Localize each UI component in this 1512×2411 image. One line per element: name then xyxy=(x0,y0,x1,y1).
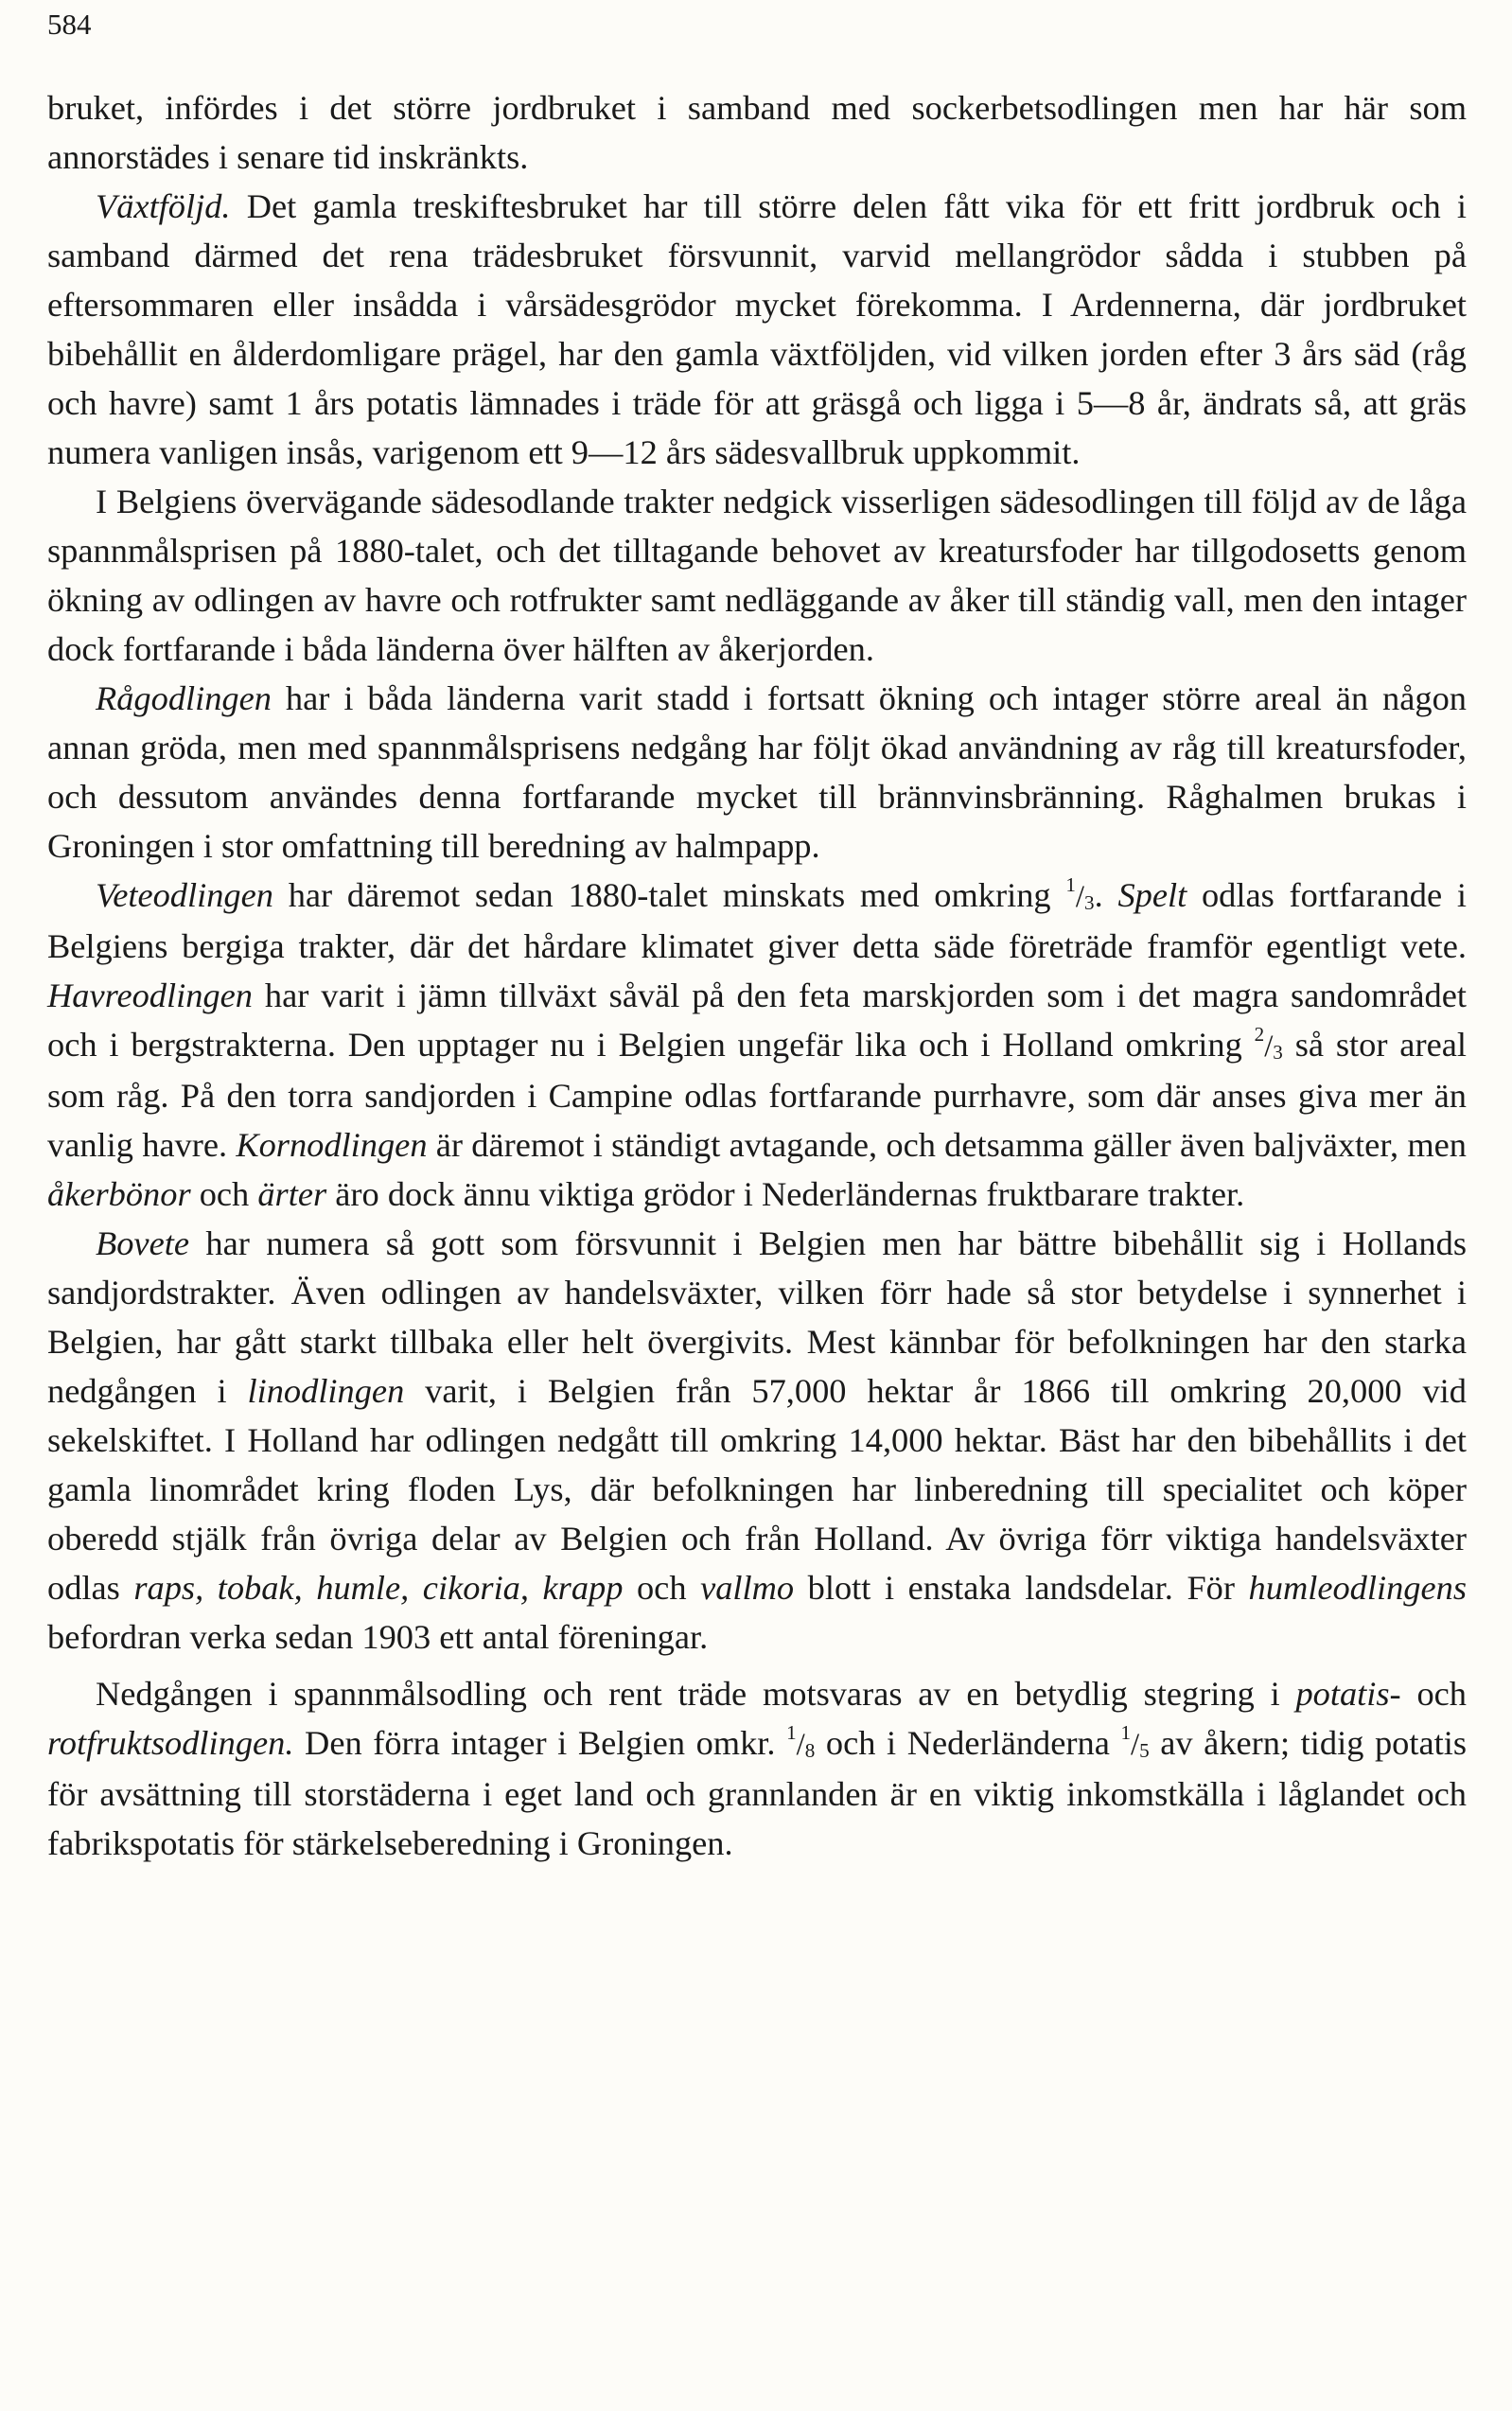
paragraph-veteodling xyxy=(47,871,1467,1219)
fraction-slash: / xyxy=(1264,1030,1274,1064)
italic-term: Kornodlingen xyxy=(236,1126,428,1164)
italic-term: linodlingen xyxy=(247,1372,405,1410)
fraction-slash: / xyxy=(796,1728,805,1762)
italic-term: raps, tobak, humle, cikoria, krapp xyxy=(133,1569,624,1607)
fraction-numerator: 1 xyxy=(1120,1721,1131,1745)
text-run: Nedgången i spannmålsodling och rent träde motsvaras av en betydlig stegring i xyxy=(96,1675,1296,1713)
text-run: varit, i Belgien från 57,000 hektar år 1866 till omkring 20,000 vid sekelskiftet. I Holland har odlingen nedgått till omkring 14,000 hektar. Bäst har den bibehållits i det gamla linområdet kring floden Lys, där befolkningen har linberedning till specialitet och köper oberedd stjälk från övriga delar av Belgien och från Holland. Av övriga förr viktiga handelsväxter odlas xyxy=(47,1372,1467,1607)
fraction-numerator: 1 xyxy=(786,1721,797,1745)
text-run: har däremot sedan 1880-talet minskats med omkring xyxy=(273,876,1066,914)
italic-term: vallmo xyxy=(700,1569,795,1607)
italic-term: Rågodlingen xyxy=(96,679,272,717)
italic-term: ärter xyxy=(257,1175,327,1213)
text-run: är däremot i ständigt avtagande, och detsamma gäller även baljväxter, men xyxy=(427,1126,1467,1164)
italic-term: Spelt xyxy=(1117,876,1187,914)
text-run: och xyxy=(623,1569,701,1607)
italic-term: rotfruktsodlingen. xyxy=(47,1724,294,1762)
italic-term: Växtföljd. xyxy=(96,187,231,225)
text-run: och xyxy=(1400,1675,1467,1713)
page-number: 584 xyxy=(47,8,92,41)
fraction-slash: / xyxy=(1131,1728,1140,1762)
text-run: befordran verka sedan 1903 ett antal föreningar. xyxy=(47,1618,709,1656)
text-run: odlas fortfarande i Belgiens bergiga trakter, där det hårdare klimatet giver detta säde företräde framför egentligt vete. xyxy=(47,876,1467,965)
text-run: och xyxy=(190,1175,258,1213)
text-run: blott i enstaka landsdelar. För xyxy=(794,1569,1249,1607)
text-run: av åkern; tidig potatis för avsättning till storstäderna i eget land och grannlanden är en viktig inkomstkälla i låglandet och fabrikspotatis för stärkelseberedning i Groningen. xyxy=(47,1724,1468,1862)
text-run: och i Nederländerna xyxy=(815,1724,1121,1762)
fraction-numerator: 1 xyxy=(1065,873,1076,897)
italic-term: Veteodlingen xyxy=(96,876,273,914)
italic-term: potatis- xyxy=(1295,1675,1401,1713)
text-run: Det gamla treskiftesbruket har till större delen fått vika för ett fritt jordbruk och i samband därmed det rena trädesbruket försvunnit, varvid mellangrödor sådda i stubben på eftersommaren eller insådda i vårsädesgrödor mycket förekomma. I Ardennerna, där jordbruket bibehållit en ålderdomligare prägel, har den gamla växtföljden, vid vilken jorden efter 3 års säd (råg och havre) samt 1 års potatis lämnades i träde för att gräsgå och ligga i 5—8 år, ändrats så, att gräs numera vanligen insås, varigenom ett 9—12 års sädesvallbruk uppkommit. xyxy=(47,187,1467,471)
fraction-denominator: 5 xyxy=(1139,1739,1150,1763)
text-run: I Belgiens övervägande sädesodlande trakter nedgick visserligen sädesodlingen till följd av de låga spannmålsprisen på 1880-talet, och det tilltagande behovet av kreatursfoder har tillgodosetts genom ökning av odlingen av havre och rotfrukter samt nedläggande av åker till ständig vall, men den intager dock fortfarande i båda länderna över hälften av åkerjorden. xyxy=(47,483,1467,668)
text-run: har i båda länderna varit stadd i fortsatt ökning och intager större areal än någon annan gröda, men med spannmålsprisens nedgång har följt ökad användning av råg till kreatursfoder, och dessutom användes denna fortfarande mycket till brännvinsbränning. Råghalmen brukas i Groningen i stor omfattning till beredning av halmpapp. xyxy=(47,679,1467,865)
italic-term: Havreodlingen xyxy=(47,977,253,1014)
italic-term: humleodlingens xyxy=(1248,1569,1467,1607)
paragraph-bovete xyxy=(47,1219,1467,1662)
fraction-denominator: 3 xyxy=(1273,1041,1283,1065)
body-text xyxy=(47,83,1467,1868)
fraction-denominator: 3 xyxy=(1084,891,1095,915)
text-run: så stor areal som råg. På den torra sandjorden i Campine odlas fortfarande purrhavre, som där anses giva mer än vanlig havre. xyxy=(47,1026,1467,1164)
paragraph-ragodling xyxy=(47,674,1467,871)
fraction-numerator: 2 xyxy=(1254,1023,1265,1047)
paragraph-sadesodling xyxy=(47,477,1467,674)
text-run: har varit i jämn tillväxt såväl på den feta marskjorden som i det magra sandområdet och i bergstrakterna. Den upptager nu i Belgien ungefär lika och i Holland omkring xyxy=(47,977,1467,1064)
text-run: har numera så gott som försvunnit i Belgien men har bättre bibehållit sig i Hollands sandjordstrakter. Även odlingen av handelsväxter, vilken förr hade så stor betydelse i synnerhet i Belgien, har gått starkt tillbaka eller helt övergivits. Mest kännbar för befolkningen har den starka nedgången i xyxy=(47,1224,1467,1410)
paragraph-potatis xyxy=(47,1669,1467,1868)
paragraph-vaxtfoljd xyxy=(47,182,1467,477)
italic-term: åkerbönor xyxy=(47,1175,191,1213)
text-run: Den förra intager i Belgien omkr. xyxy=(293,1724,787,1762)
fraction-slash: / xyxy=(1075,880,1085,914)
text-run: bruket, infördes i det större jordbruket i samband med sockerbetsodlingen men har här som annorstädes i senare tid inskränkts. xyxy=(47,89,1467,176)
italic-term: Bovete xyxy=(96,1224,189,1262)
paragraph-continued xyxy=(47,83,1467,182)
text-run: . xyxy=(1094,876,1118,914)
fraction-denominator: 8 xyxy=(804,1739,816,1763)
text-run: äro dock ännu viktiga grödor i Nederländernas fruktbarare trakter. xyxy=(326,1175,1245,1213)
